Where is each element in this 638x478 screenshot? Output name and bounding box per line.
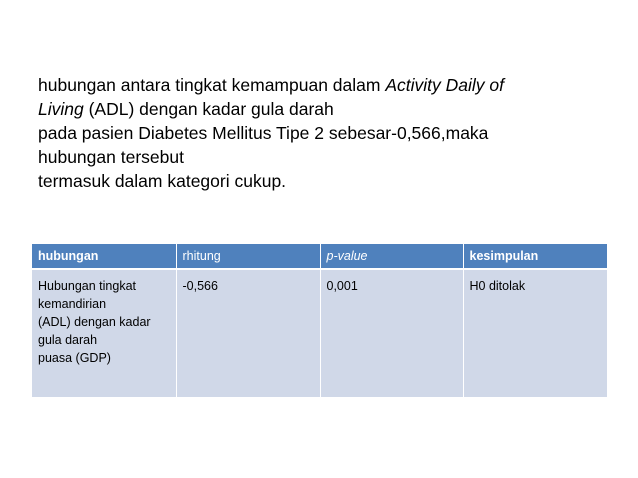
result-paragraph [38,73,598,193]
cell-hubungan-line: gula darah [38,333,98,347]
header-kesimpulan: kesimpulan [463,244,607,269]
paragraph-line-1 [38,73,598,97]
cell-hubungan-line: Hubungan tingkat [38,279,136,293]
paragraph-italic-text: Activity Daily of [385,75,504,95]
cell-hubungan-line: kemandirian [38,297,107,311]
header-p-value: p-value [320,244,463,269]
cell-hubungan-line: (ADL) dengan kadar [38,315,151,329]
cell-hubungan-line: puasa (GDP) [38,351,111,365]
paragraph-line-5: termasuk dalam kategori cukup. [38,171,287,191]
cell-kesimpulan: H0 ditolak [463,269,607,397]
paragraph-line-4: hubungan tersebut [38,147,184,167]
paragraph-line-3: pada pasien Diabetes Mellitus Tipe 2 sebesar-0,566,maka [38,123,489,143]
paragraph-text: (ADL) dengan kadar gula darah [83,99,334,119]
table-row [32,269,607,397]
cell-p-value: 0,001 [320,269,463,397]
paragraph-line-2 [38,97,598,121]
paragraph-text: hubungan antara tingkat kemampuan dalam [38,75,386,95]
paragraph-italic-text: Living [38,99,84,119]
table-header-row [32,244,607,269]
correlation-table [32,244,607,397]
header-hubungan: hubungan [32,244,176,269]
cell-hubungan [32,269,176,397]
header-rhitung: rhitung [176,244,320,269]
cell-rhitung: -0,566 [176,269,320,397]
